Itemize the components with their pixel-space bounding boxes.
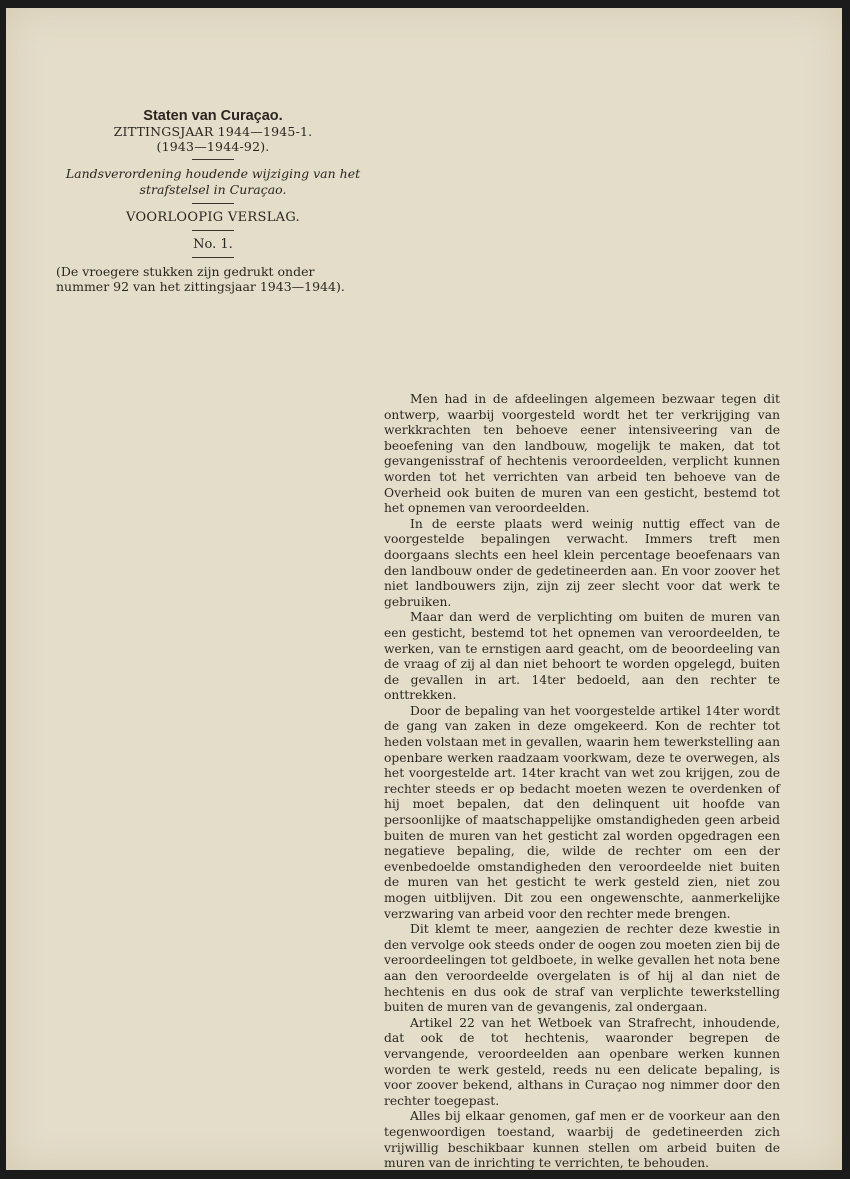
report-number: No. 1. xyxy=(193,237,233,252)
body-paragraph: In de eerste plaats werd weinig nuttig effect van de voorgestelde bepalingen verwacht. Immers treft men doorgaans slechts een heel klein percentage beoefenaars van den landbouw onder de gedetineerden aan. En voor zoover het niet landbouwers zijn, zijn zij zeer slecht voor dat werk te gebruiken. xyxy=(384,516,780,609)
body-paragraph: Door de bepaling van het voorgestelde artikel 14ter wordt de gang van zaken in deze omgekeerd. Kon de rechter tot heden volstaan met in gevallen, waarin hem tewerkstelling aan openbare werken raadzaam voorkwam, deze te overwegen, als het voorgestelde art. 14ter kracht van wet zou krijgen, zou de rechter steeds er op bedacht moeten wezen te overdenken of hij moet bepalen, dat den delinquent uit hoofde van persoonlijke of maatschappelijke omstandigheden geen arbeid buiten de muren van het gesticht zal worden opgedragen een negatieve bepaling, die, wilde de rechter om een der evenbedoelde omstandigheden den veroordeelde niet buiten de muren van het gesticht te werk gesteld zien, niet zou mogen uitblijven. Dit zou een ongewenschte, aanmerkelijke verzwaring van arbeid voor den rechter mede brengen. xyxy=(384,703,780,921)
body-paragraph: Artikel 22 van het Wetboek van Strafrecht, inhoudende, dat ook de tot hechtenis, waaronder begrepen de vervangende, veroordeelden aan openbare werken kunnen worden te werk gesteld, reeds nu een delicate bepaling, is voor zoover bekend, althans in Curaçao nog nimmer door den rechter toegepast. xyxy=(384,1015,780,1108)
session-reference: (1943—1944-92). xyxy=(156,139,270,154)
divider xyxy=(192,159,234,160)
report-body xyxy=(384,392,780,1172)
body-paragraph: Maar dan werd de verplichting om buiten de muren van een gesticht, bestemd tot het opnemen van veroordeelden, te werken, van te ernstigen aard geacht, om de beoordeeling van de vraag of zij al dan niet behoort te worden opgelegd, buiten de gevallen in art. 14ter bedoeld, aan den rechter te onttrekken. xyxy=(384,610,780,703)
divider xyxy=(192,257,234,258)
body-paragraph: Alles bij elkaar genomen, gaf men er de voorkeur aan den tegenwoordigen toestand, waarbij de gedetineerden zich vrijwillig beschikbaar kunnen stellen om arbeid buiten de muren van de inrichting te verrichten, te behouden. xyxy=(384,1109,780,1171)
bill-subject: Landsverordening houdende wijziging van het strafstelsel in Curaçao. xyxy=(65,166,361,197)
report-type: VOORLOOPIG VERSLAG. xyxy=(126,210,300,225)
document-page xyxy=(6,8,842,1170)
session-year: ZITTINGSJAAR 1944—1945-1. xyxy=(113,124,313,139)
document-header xyxy=(56,108,370,294)
divider xyxy=(192,230,234,231)
earlier-documents-note: (De vroegere stukken zijn gedrukt onder nummer 92 van het zittingsjaar 1943—1944). xyxy=(56,264,345,294)
body-paragraph: Dit klemt te meer, aangezien de rechter deze kwestie in den vervolge ook steeds onder de oogen zou moeten zien bij de veroordeelingen tot geldboete, in welke gevallen het nota bene aan den veroordeelde overgelaten is of hij al dan niet de hechtenis en dus ook de straf van verplichte tewerkstelling buiten de muren van de gevangenis, zal ondergaan. xyxy=(384,922,780,1015)
body-paragraph: Men had in de afdeelingen algemeen bezwaar tegen dit ontwerp, waarbij voorgesteld wordt het ter verkrijging van werkkrachten ten behoeve eener intensiveering van de beoefening van den landbouw, mogelijk te maken, dat tot gevangenisstraf of hechtenis veroordeelden, verplicht kunnen worden tot het verrichten van arbeid ten behoeve van de Overheid ook buiten de muren van een gesticht, bestemd tot het opnemen van veroordeelden. xyxy=(384,392,780,516)
divider xyxy=(192,203,234,204)
header-title: Staten van Curaçao. xyxy=(143,108,283,124)
